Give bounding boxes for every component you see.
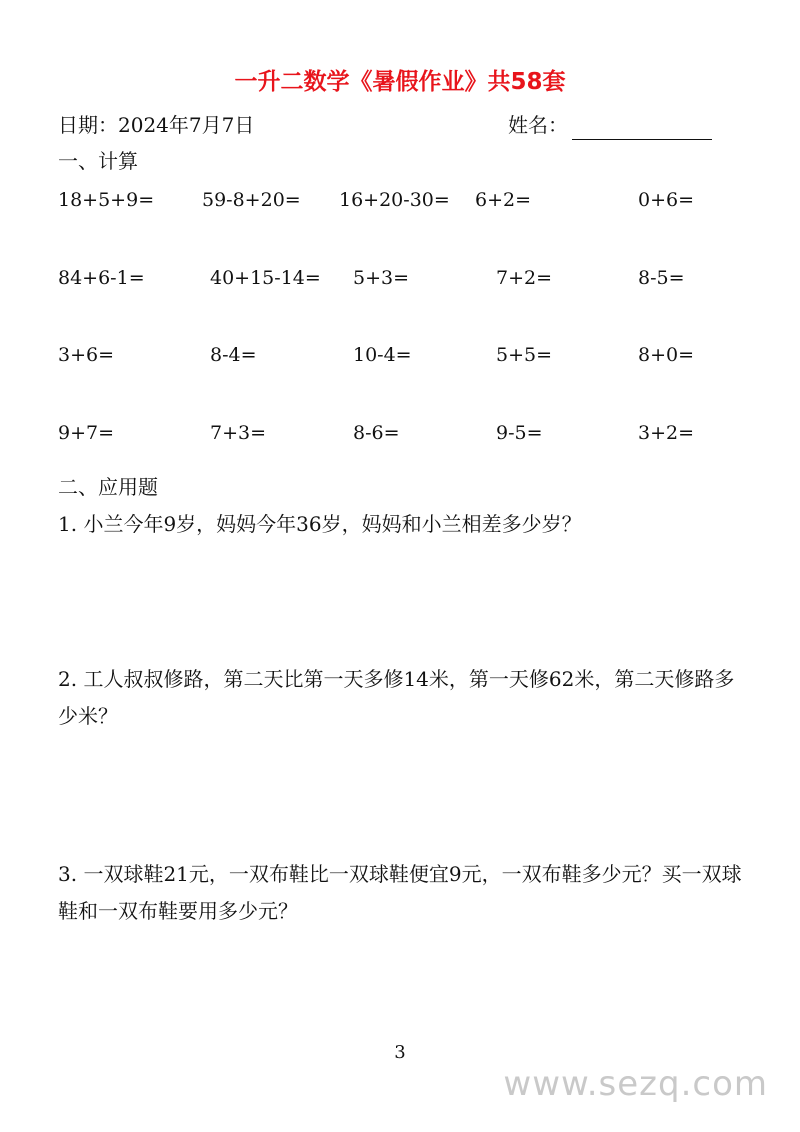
date-label: 日期：2024年7月7日: [58, 113, 255, 137]
calc-row: [58, 264, 758, 342]
calc-item: 6+2=: [475, 189, 532, 211]
calculation-grid: [58, 186, 758, 496]
word-problem-2: 2. 工人叔叔修路，第二天比第一天多修14米，第一天修62米，第二天修路多少米？: [58, 667, 735, 728]
calc-item: 7+2=: [496, 266, 553, 289]
watermark: www.sezq.com: [503, 1064, 768, 1104]
calc-item: 8-4=: [210, 344, 257, 366]
name-blank-line: [572, 117, 712, 140]
page-number: 3: [394, 1042, 406, 1063]
calc-row: [58, 341, 758, 419]
calc-item: 3+6=: [58, 344, 115, 366]
calc-item: 10-4=: [353, 344, 412, 366]
calc-item: 8+0=: [638, 344, 695, 366]
calc-item: 5+3=: [353, 266, 410, 289]
calc-item: 7+3=: [210, 421, 267, 444]
word-problem-1: 1. 小兰今年9岁，妈妈今年36岁，妈妈和小兰相差多少岁？: [58, 512, 582, 536]
calc-item: 8-6=: [353, 421, 400, 444]
calc-item: 0+6=: [638, 189, 695, 211]
calc-row: [58, 419, 758, 497]
word-problem-3: 3. 一双球鞋21元，一双布鞋比一双球鞋便宜9元，一双布鞋多少元？买一双球鞋和一双布鞋要用多少元？: [58, 862, 742, 923]
calc-row: [58, 186, 758, 264]
calc-item: 16+20-30=: [339, 189, 450, 211]
calc-item: 8-5=: [638, 266, 685, 289]
calc-item: 18+5+9=: [58, 189, 155, 211]
name-field: [508, 110, 712, 140]
section-calculation-heading: 一、计算: [58, 149, 138, 173]
calc-item: 9+7=: [58, 421, 115, 444]
calc-item: 40+15-14=: [210, 266, 321, 289]
section-word-problems-heading: 二、应用题: [58, 475, 158, 499]
name-label: 姓名：: [508, 113, 568, 137]
calc-item: 3+2=: [638, 421, 695, 444]
calc-item: 84+6-1=: [58, 266, 145, 289]
calc-item: 5+5=: [496, 344, 553, 366]
calc-item: 9-5=: [496, 421, 543, 444]
page-title: 一升二数学《暑假作业》共58套: [234, 69, 566, 95]
info-row: [58, 110, 738, 140]
calc-item: 59-8+20=: [202, 189, 301, 211]
